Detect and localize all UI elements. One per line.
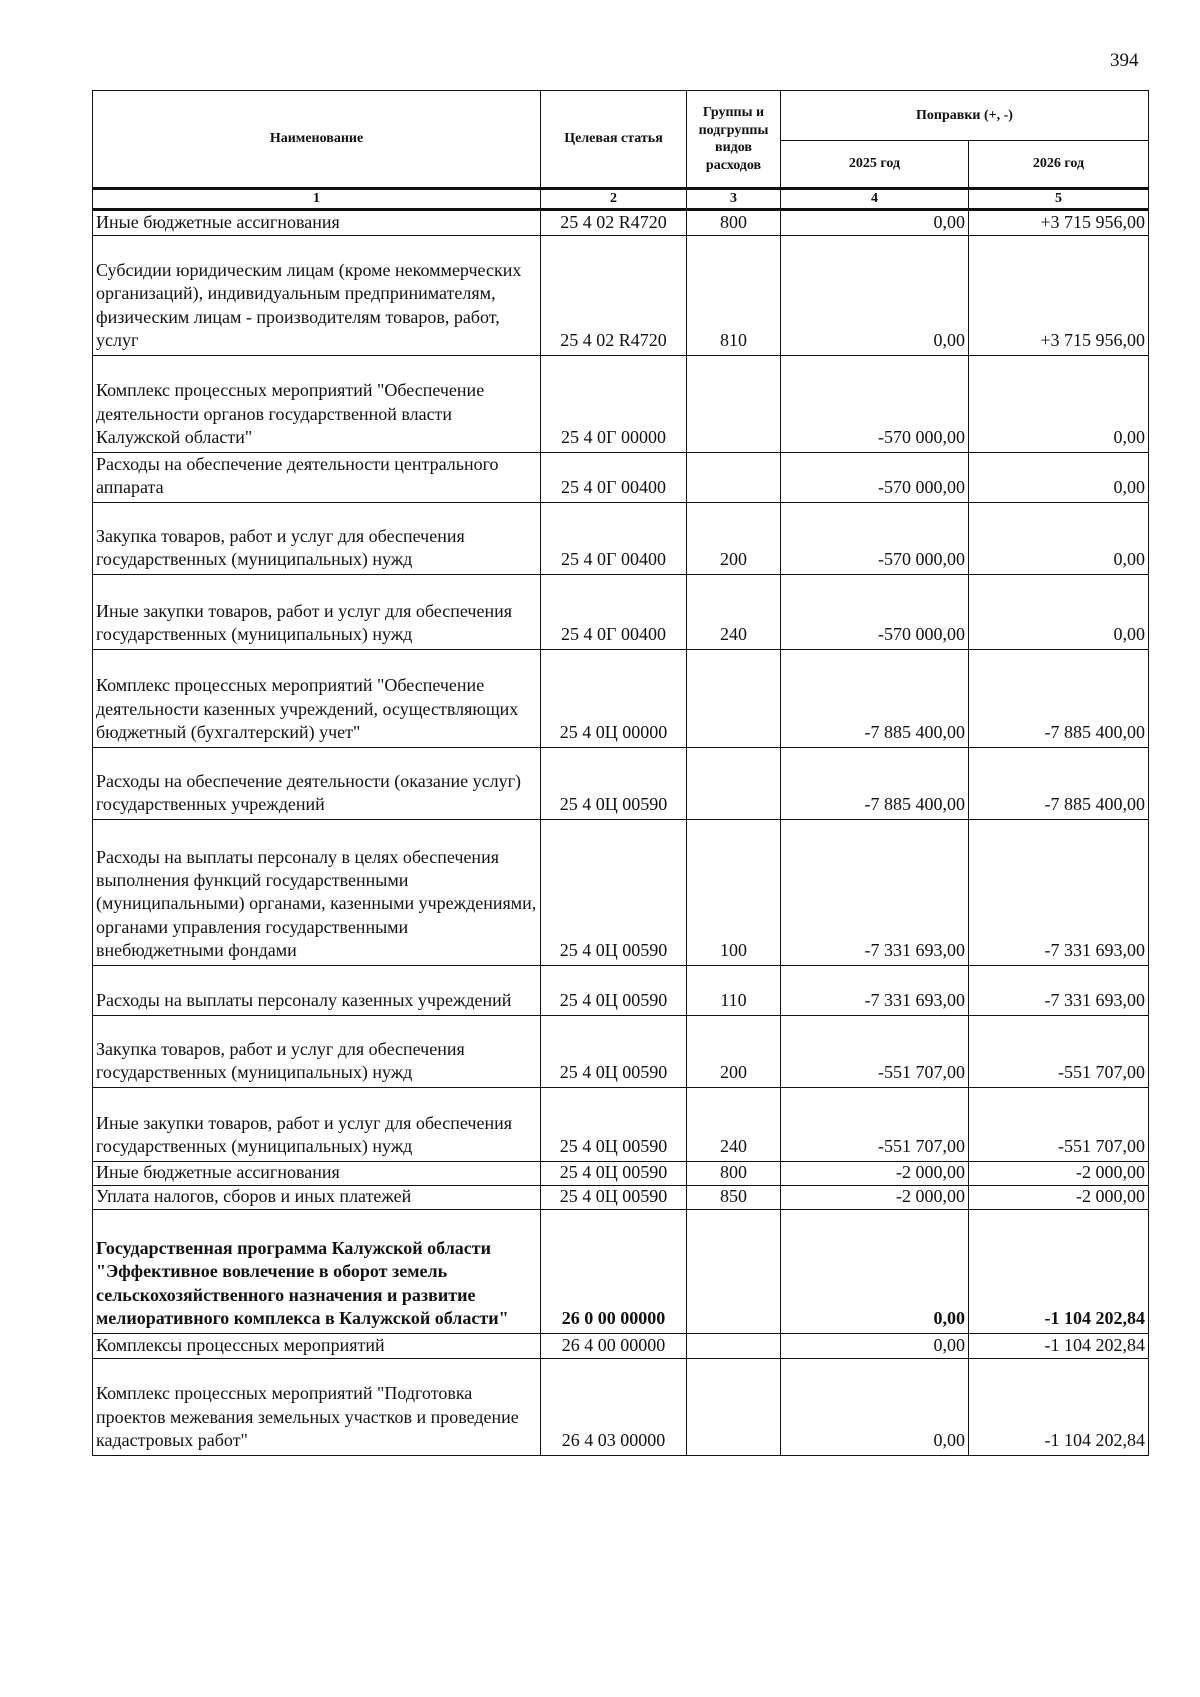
row-target-code: 25 4 02 R4720 <box>541 209 687 235</box>
col-number: 1 <box>93 189 541 210</box>
row-name: Уплата налогов, сборов и иных платежей <box>93 1185 541 1209</box>
row-expense-group: 240 <box>687 1087 781 1161</box>
row-name: Расходы на обеспечение деятельности (оказание услуг) государственных учреждений <box>93 747 541 819</box>
row-amount-2025: -2 000,00 <box>781 1185 969 1209</box>
row-amount-2026: +3 715 956,00 <box>969 209 1149 235</box>
table-row <box>93 235 1149 355</box>
header-year-2026: 2026 год <box>969 141 1149 189</box>
row-amount-2026: -7 885 400,00 <box>969 649 1149 747</box>
row-target-code: 25 4 0Г 00400 <box>541 574 687 649</box>
row-amount-2025: 0,00 <box>781 1358 969 1455</box>
header-name: Наименование <box>93 91 541 189</box>
table-row <box>93 209 1149 235</box>
row-expense-group: 100 <box>687 819 781 965</box>
header-year-2025: 2025 год <box>781 141 969 189</box>
row-expense-group <box>687 1209 781 1333</box>
row-amount-2025: 0,00 <box>781 235 969 355</box>
col-number: 5 <box>969 189 1149 210</box>
row-expense-group <box>687 747 781 819</box>
row-amount-2025: -7 331 693,00 <box>781 819 969 965</box>
row-amount-2026: -551 707,00 <box>969 1015 1149 1087</box>
row-target-code: 25 4 0Ц 00590 <box>541 1087 687 1161</box>
row-amount-2025: 0,00 <box>781 1333 969 1358</box>
table-row <box>93 1209 1149 1333</box>
table-row <box>93 747 1149 819</box>
row-amount-2025: -570 000,00 <box>781 574 969 649</box>
row-expense-group <box>687 452 781 502</box>
row-amount-2026: -1 104 202,84 <box>969 1333 1149 1358</box>
row-name: Государственная программа Калужской области "Эффективное вовлечение в оборот земель сельскохозяйственного назначения и развитие мелиоративного комплекса в Калужской области" <box>93 1209 541 1333</box>
row-target-code: 25 4 0Ц 00590 <box>541 1015 687 1087</box>
table-row <box>93 819 1149 965</box>
row-expense-group: 810 <box>687 235 781 355</box>
row-amount-2025: -570 000,00 <box>781 452 969 502</box>
row-expense-group: 200 <box>687 502 781 574</box>
row-target-code: 25 4 0Г 00400 <box>541 502 687 574</box>
row-amount-2025: -570 000,00 <box>781 502 969 574</box>
row-name: Расходы на выплаты персоналу казенных учреждений <box>93 965 541 1015</box>
header-target: Целевая статья <box>541 91 687 189</box>
row-amount-2025: -551 707,00 <box>781 1087 969 1161</box>
page-number: 394 <box>1110 50 1139 71</box>
row-amount-2026: -7 331 693,00 <box>969 965 1149 1015</box>
row-target-code: 25 4 0Ц 00590 <box>541 1161 687 1185</box>
row-name: Комплекс процессных мероприятий "Подготовка проектов межевания земельных участков и проведение кадастровых работ" <box>93 1358 541 1455</box>
table-row <box>93 1015 1149 1087</box>
row-target-code: 25 4 0Ц 00590 <box>541 1185 687 1209</box>
row-amount-2025: -7 331 693,00 <box>781 965 969 1015</box>
row-expense-group <box>687 355 781 452</box>
table-row <box>93 452 1149 502</box>
row-name: Субсидии юридическим лицам (кроме некоммерческих организаций), индивидуальным предпринимателям, физическим лицам - производителям товаров, работ, услуг <box>93 235 541 355</box>
row-name: Расходы на обеспечение деятельности центрального аппарата <box>93 452 541 502</box>
col-number: 2 <box>541 189 687 210</box>
row-amount-2025: -7 885 400,00 <box>781 747 969 819</box>
row-name: Комплексы процессных мероприятий <box>93 1333 541 1358</box>
row-expense-group <box>687 1358 781 1455</box>
row-name: Закупка товаров, работ и услуг для обеспечения государственных (муниципальных) нужд <box>93 502 541 574</box>
table-row <box>93 1333 1149 1358</box>
row-target-code: 25 4 0Ц 00590 <box>541 819 687 965</box>
header-amendments: Поправки (+, -) <box>781 91 1149 141</box>
row-expense-group: 200 <box>687 1015 781 1087</box>
row-expense-group: 850 <box>687 1185 781 1209</box>
table-row <box>93 649 1149 747</box>
row-expense-group: 240 <box>687 574 781 649</box>
row-name: Иные закупки товаров, работ и услуг для обеспечения государственных (муниципальных) нужд <box>93 1087 541 1161</box>
table-row <box>93 355 1149 452</box>
row-amount-2026: 0,00 <box>969 355 1149 452</box>
row-target-code: 25 4 0Ц 00590 <box>541 747 687 819</box>
row-amount-2025: -551 707,00 <box>781 1015 969 1087</box>
row-amount-2026: +3 715 956,00 <box>969 235 1149 355</box>
table-row <box>93 1087 1149 1161</box>
row-name: Иные бюджетные ассигнования <box>93 209 541 235</box>
row-amount-2026: 0,00 <box>969 574 1149 649</box>
row-amount-2026: -2 000,00 <box>969 1161 1149 1185</box>
table-row <box>93 574 1149 649</box>
row-expense-group: 800 <box>687 209 781 235</box>
row-amount-2026: -2 000,00 <box>969 1185 1149 1209</box>
row-target-code: 26 4 00 00000 <box>541 1333 687 1358</box>
header-groups: Группы и подгруппы видов расходов <box>687 91 781 189</box>
row-name: Иные бюджетные ассигнования <box>93 1161 541 1185</box>
table-row <box>93 965 1149 1015</box>
row-amount-2026: -1 104 202,84 <box>969 1358 1149 1455</box>
row-name: Закупка товаров, работ и услуг для обеспечения государственных (муниципальных) нужд <box>93 1015 541 1087</box>
row-amount-2026: -7 885 400,00 <box>969 747 1149 819</box>
row-target-code: 25 4 0Ц 00590 <box>541 965 687 1015</box>
row-amount-2026: -1 104 202,84 <box>969 1209 1149 1333</box>
row-target-code: 26 0 00 00000 <box>541 1209 687 1333</box>
row-expense-group: 110 <box>687 965 781 1015</box>
row-amount-2025: -7 885 400,00 <box>781 649 969 747</box>
row-name: Иные закупки товаров, работ и услуг для обеспечения государственных (муниципальных) нужд <box>93 574 541 649</box>
row-amount-2025: -570 000,00 <box>781 355 969 452</box>
row-name: Комплекс процессных мероприятий "Обеспечение деятельности органов государственной власти Калужской области" <box>93 355 541 452</box>
row-expense-group: 800 <box>687 1161 781 1185</box>
row-amount-2026: -7 331 693,00 <box>969 819 1149 965</box>
table-row <box>93 1358 1149 1455</box>
row-expense-group <box>687 649 781 747</box>
row-amount-2025: 0,00 <box>781 209 969 235</box>
row-target-code: 25 4 02 R4720 <box>541 235 687 355</box>
row-target-code: 26 4 03 00000 <box>541 1358 687 1455</box>
row-amount-2026: 0,00 <box>969 452 1149 502</box>
col-number: 3 <box>687 189 781 210</box>
row-expense-group <box>687 1333 781 1358</box>
row-target-code: 25 4 0Г 00400 <box>541 452 687 502</box>
budget-amendments-table <box>92 90 1149 1456</box>
row-name: Комплекс процессных мероприятий "Обеспечение деятельности казенных учреждений, осуществляющих бюджетный (бухгалтерский) учет" <box>93 649 541 747</box>
row-amount-2026: -551 707,00 <box>969 1087 1149 1161</box>
table-row <box>93 1161 1149 1185</box>
row-target-code: 25 4 0Г 00000 <box>541 355 687 452</box>
table-row <box>93 502 1149 574</box>
row-name: Расходы на выплаты персоналу в целях обеспечения выполнения функций государственными (муниципальными) органами, казенными учреждениями, органами управления государственными внебюджетными фондами <box>93 819 541 965</box>
row-amount-2025: 0,00 <box>781 1209 969 1333</box>
row-amount-2025: -2 000,00 <box>781 1161 969 1185</box>
row-target-code: 25 4 0Ц 00000 <box>541 649 687 747</box>
col-number: 4 <box>781 189 969 210</box>
row-amount-2026: 0,00 <box>969 502 1149 574</box>
table-row <box>93 1185 1149 1209</box>
table-body <box>93 209 1149 1455</box>
